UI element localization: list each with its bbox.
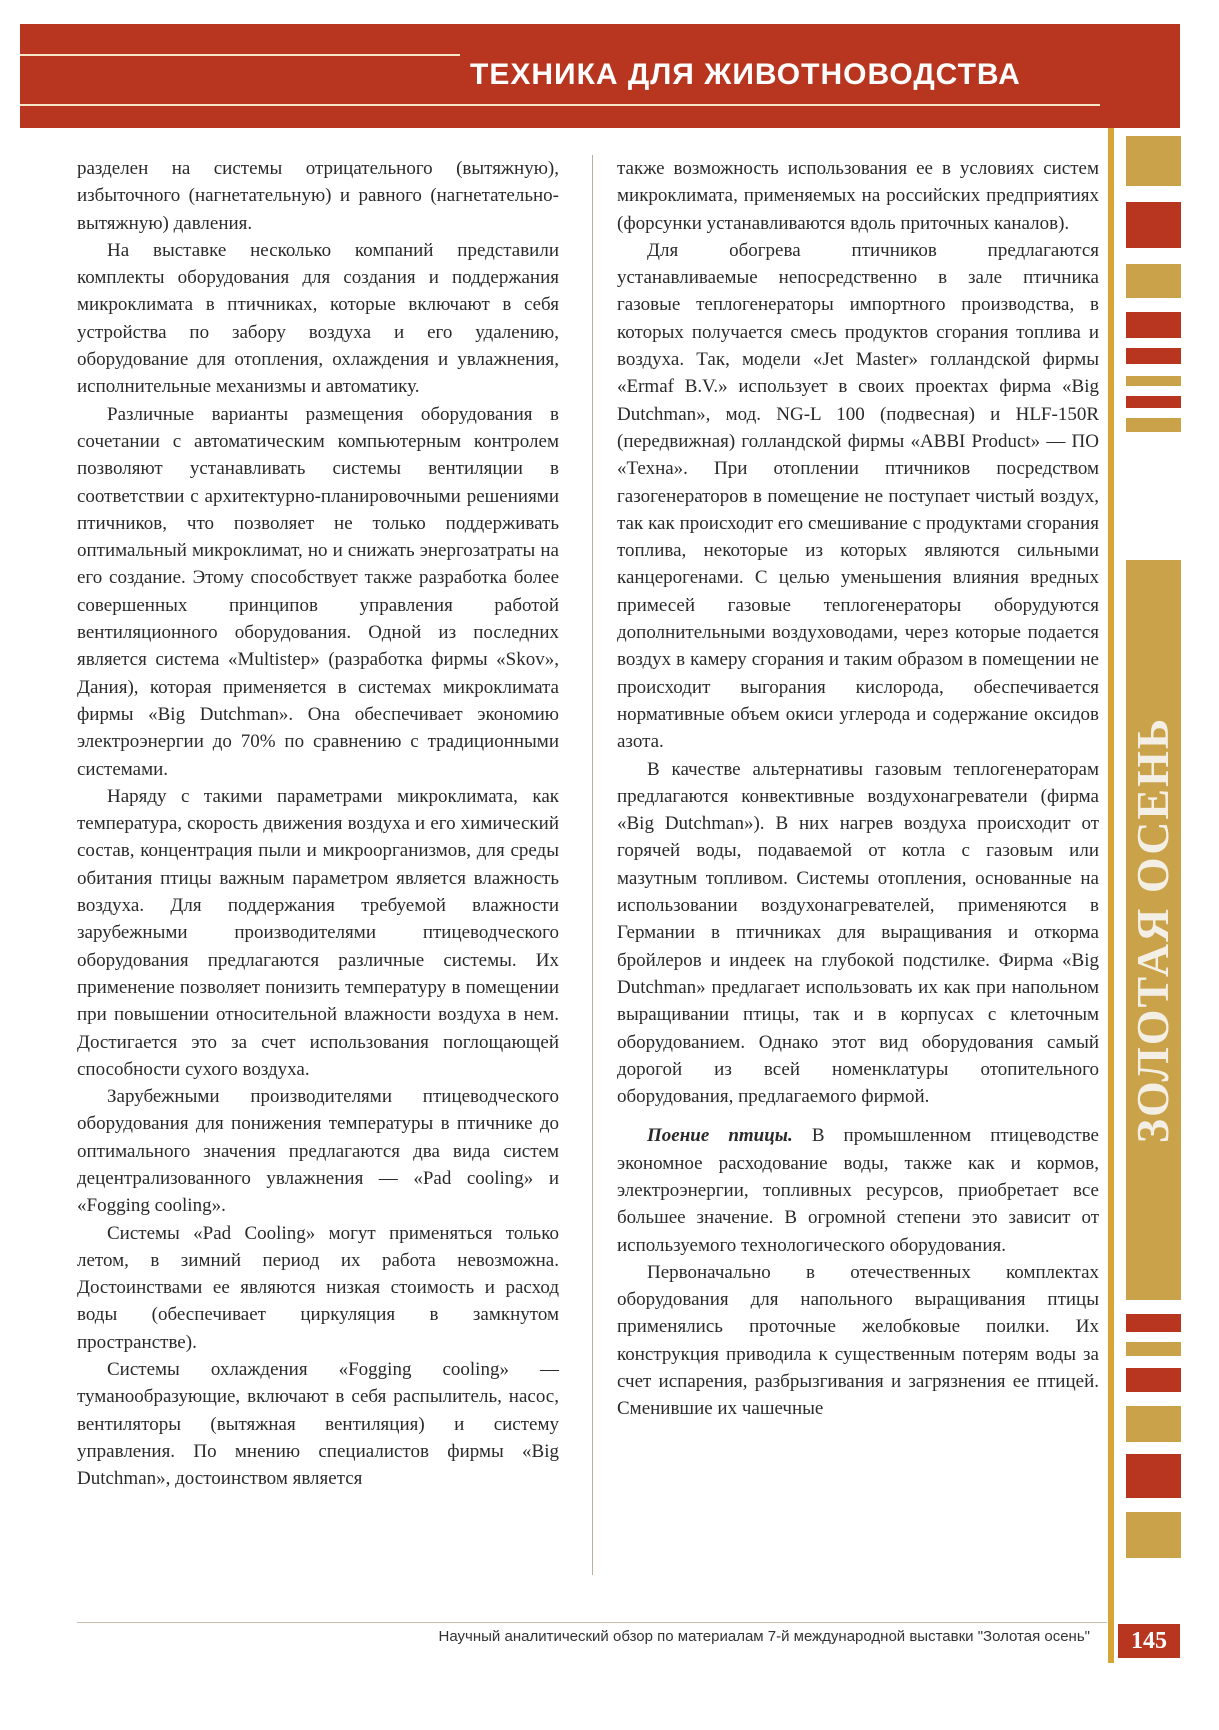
section-title: ТЕХНИКА ДЛЯ ЖИВОТНОВОДСТВА <box>470 58 1021 91</box>
paragraph: Для обогрева птичников предлагаются устанавливаемые непосредственно в зале птичника газовые теплогенераторы импортного производства, в которых получается смесь продуктов сгорания топлива и воздуха. Так, модели «Jet Master» голландской фирмы «Ermaf B.V.» использует в своих проектах фирма «Big Dutchman», мод. NG-L 100 (подвесная) и HLF-150R (передвижная) голландской фирмы «ABBI Product» — ПО «Техна». При отоплении птичников посредством газогенераторов в помещение не поступает чистый воздух, так как происходит его смешивание с продуктами сгорания топлива, некоторые из которых являются сильными канцерогенами. С целью уменьшения влияния вредных примесей газовые теплогенераторы оборудуются дополнительными воздуховодами, через которые подается воздух в камеру сгорания и таким образом в помещении не происходит выгорания кислорода, обеспечивается нормативные объем окиси углерода и содержание оксидов азота. <box>617 239 1099 753</box>
sidebar-stripe <box>1126 1406 1181 1442</box>
paragraph: В качестве альтернативы газовым теплогенераторам предлагаются конвективные воздухонагреватели (фирма «Big Dutchman»). В них нагрев воздуха происходит от горячей воды, подаваемой от котла с газовым или мазутным топливом. Системы отопления, основанные на использовании воздухонагревателей, применяются в Германии в птичниках для выращивания и откорма бройлеров и индеек на глубокой подстилке. Фирма «Big Dutchman» предлагает использовать их как при напольном выращивании птицы, так и в корпусах с клеточным оборудованием. Однако этот вид оборудования самый дорогой из всей номенклатуры отопительного оборудования, предлагаемого фирмой. <box>617 758 1099 1108</box>
paragraph: Различные варианты размещения оборудования в сочетании с автоматическим компьютерным контролем позволяют устанавливать системы вентиляции в соответствии с архитектурно-планировочными решениями птичников, что позволяет не только поддерживать оптимальный микроклимат, но и снижать энергозатраты на его создание. Этому способствует также разработка более совершенных принципов управления работой вентиляционного оборудования. Одной из последних является система «Multistep» (разработка фирмы «Skov», Дания), которая применяется в системах микроклимата фирмы «Big Dutchman». Она обеспечивает экономию электроэнергии до 70% по сравнению с традиционными системами. <box>77 403 559 780</box>
paragraph: разделен на системы отрицательного (вытяжную), избыточного (нагнетательную) и равного (нагнетательно-вытяжную) давления. <box>77 158 559 234</box>
subheading: Поение птицы. <box>647 1125 793 1147</box>
footer-caption: Научный аналитический обзор по материалам 7-й международной выставки "Золотая осень" <box>438 1628 1090 1645</box>
header-line-bottom <box>20 104 1100 106</box>
sidebar-stripe <box>1126 1368 1181 1392</box>
sidebar-stripe <box>1126 348 1181 364</box>
header-line-top <box>20 54 460 56</box>
left-column <box>77 155 559 1493</box>
column-divider <box>592 155 593 1575</box>
right-column <box>617 155 1099 1423</box>
footer-rule <box>77 1622 1107 1623</box>
sidebar-gold-rule <box>1108 128 1114 1663</box>
sidebar-stripe <box>1126 264 1181 298</box>
paragraph: Первоначально в отечественных комплектах оборудования для напольного выращивания птицы применялись проточные желобковые поилки. Их конструкция приводила к существенным потерям воды за счет испарения, разбрызгивания и загрязнения ее птицей. Сменившие их чашечные <box>617 1261 1099 1420</box>
paragraph: Системы «Pad Cooling» могут применяться только летом, в зимний период их работа невозможна. Достоинствами ее являются низкая стоимость и расход воды (обеспечивает циркуляция в замкнутом пространстве). <box>77 1222 559 1353</box>
paragraph <box>617 1122 1099 1258</box>
paragraph: Наряду с такими параметрами микроклимата, как температура, скорость движения воздуха и его химический состав, концентрация пыли и микроорганизмов, для среды обитания птицы важным параметром является влажность воздуха. Для поддержания требуемой влажности зарубежными производителями птицеводческого оборудования предлагаются различные системы. Их применение позволяет понизить температуру в помещении при повышении относительной влажности воздуха в нем. Достигается это за счет использования поглощающей способности сухого воздуха. <box>77 785 559 1080</box>
sidebar-stripe <box>1126 396 1181 408</box>
sidebar-stripe <box>1126 1512 1181 1558</box>
sidebar-stripe <box>1126 376 1181 386</box>
paragraph: также возможность использования ее в условиях систем микроклимата, применяемых на российских предприятиях (форсунки устанавливаются вдоль приточных каналов). <box>617 158 1099 234</box>
sidebar-stripe <box>1126 1454 1181 1498</box>
sidebar-stripe <box>1126 1342 1181 1356</box>
sidebar-stripe <box>1126 136 1181 186</box>
sidebar-title: ЗОЛОТАЯ ОСЕНЬ <box>1127 716 1178 1144</box>
paragraph: На выставке несколько компаний представили комплекты оборудования для создания и поддержания микроклимата в птичниках, которые включают в себя устройства по забору воздуха и его удалению, оборудование для отопления, охлаждения и увлажнения, исполнительные механизмы и автоматику. <box>77 239 559 398</box>
paragraph-text: В промышленном птицеводстве экономное расходование воды, также как и кормов, электроэнергии, топливных ресурсов, приобретает все большее значение. В огромной степени это зависит от используемого технологического оборудования. <box>617 1125 1099 1256</box>
sidebar-stripe <box>1126 202 1181 248</box>
sidebar-stripe <box>1126 1314 1181 1332</box>
paragraph: Системы охлаждения «Fogging cooling» — туманообразующие, включают в себя распылитель, насос, вентиляторы (вытяжная вентиляция) и систему управления. По мнению специалистов фирмы «Big Dutchman», достоинством является <box>77 1359 559 1490</box>
page-number: 145 <box>1118 1624 1180 1658</box>
sidebar-stripe <box>1126 418 1181 432</box>
sidebar-stripe <box>1126 312 1181 338</box>
paragraph: Зарубежными производителями птицеводческого оборудования для понижения температуры в птичнике до оптимального значения предлагаются два вида систем децентрализованного увлажнения — «Pad cooling» и «Fogging cooling». <box>77 1086 559 1217</box>
